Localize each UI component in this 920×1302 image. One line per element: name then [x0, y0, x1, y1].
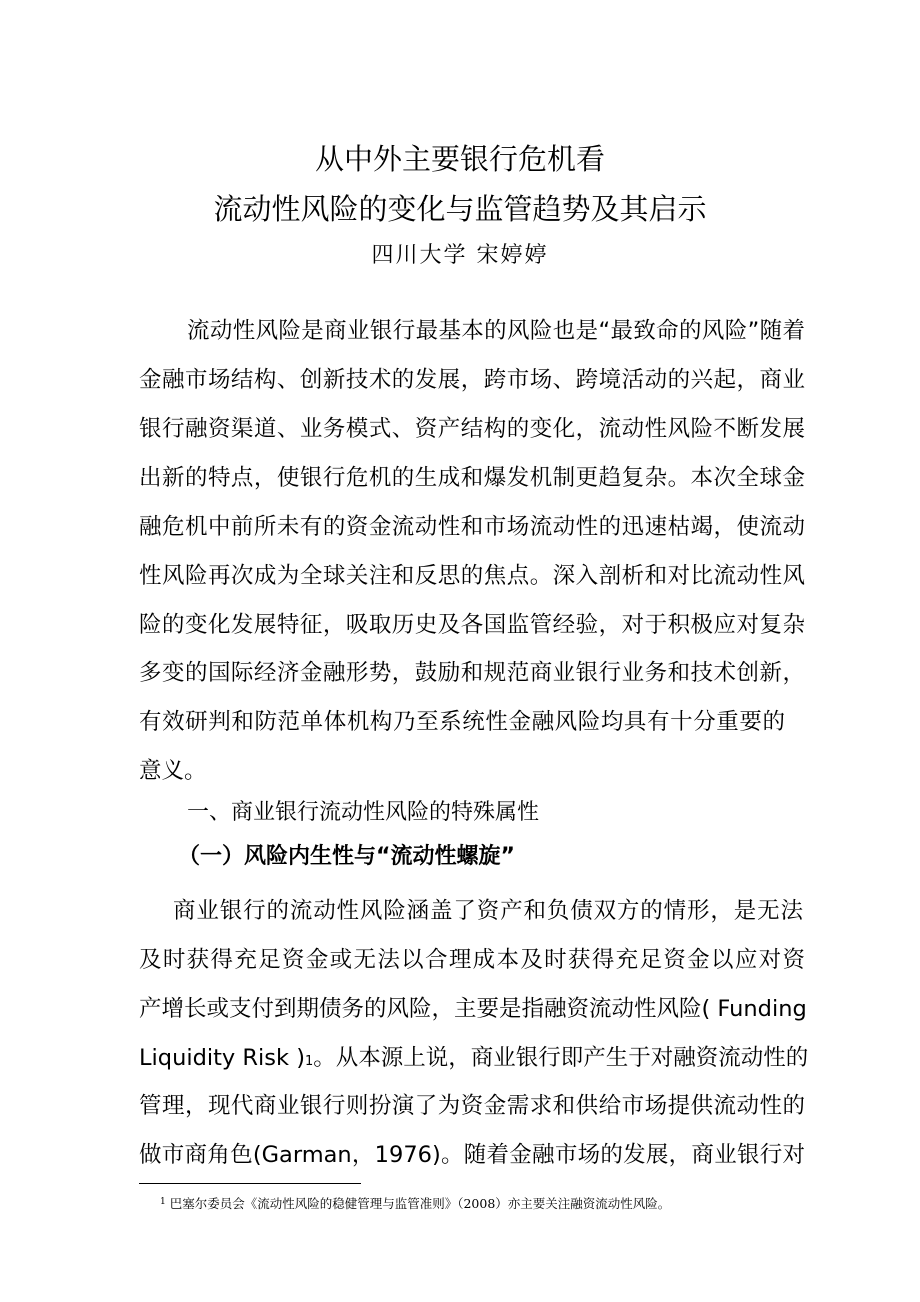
footnote-number: 1 — [160, 1197, 166, 1207]
para2-line-1: 商业银行的流动性风险涵盖了资产和负债双方的情形，是无法 — [173, 898, 803, 924]
subsection-heading-1: （一）风险内生性与“流动性螺旋” — [178, 844, 515, 869]
footnote-separator — [139, 1183, 361, 1184]
para2-line-5: 管理，现代商业银行则扮演了为资金需求和供给市场提供流动性的 — [139, 1093, 805, 1119]
footnote-text: 巴塞尔委员会《流动性风险的稳健管理与监管准则》（2008）亦主要关注融资流动性风险。 — [169, 1196, 671, 1211]
title-line-2: 流动性风险的变化与监管趋势及其启示 — [213, 192, 707, 226]
section-heading-1: 一、商业银行流动性风险的特殊属性 — [187, 800, 540, 825]
para1-line-5: 融危机中前所未有的资金流动性和市场流动性的迅速枯竭，使流动 — [139, 514, 805, 540]
para2-line-6: 做市商角色(Garman，1976)。随着金融市场的发展，商业银行对 — [139, 1142, 805, 1168]
author-line: 四川大学 宋婷婷 — [371, 243, 549, 268]
footnote — [160, 1195, 670, 1213]
para1-line-9: 有效研判和防范单体机构乃至系统性金融风险均具有十分重要的 — [139, 709, 785, 735]
para1-line-8: 多变的国际经济金融形势，鼓励和规范商业银行业务和技术创新， — [139, 660, 805, 686]
para1-line-1: 流动性风险是商业银行最基本的风险也是“最致命的风险”随着 — [187, 318, 805, 344]
title-line-1: 从中外主要银行危机看 — [314, 142, 605, 176]
para2-line-2: 及时获得充足资金或无法以合理成本及时获得充足资金以应对资 — [139, 947, 805, 973]
para1-line-4: 出新的特点，使银行危机的生成和爆发机制更趋复杂。本次全球金 — [139, 465, 805, 491]
para2-line-4-end: 。从本源上说，商业银行即产生于对融资流动性的 — [313, 1045, 809, 1071]
para2-line-3: 产增长或支付到期债务的风险，主要是指融资流动性风险( Funding — [139, 996, 807, 1022]
para2-line-4-start: Liquidity Risk ) — [139, 1045, 305, 1071]
para1-line-3: 银行融资渠道、业务模式、资产结构的变化，流动性风险不断发展 — [139, 416, 805, 442]
para1-line-6: 性风险再次成为全球关注和反思的焦点。深入剖析和对比流动性风 — [139, 563, 805, 589]
para1-line-10: 意义。 — [139, 758, 207, 784]
para2-line-4: Liquidity Risk ) 1 。从本源上说，商业银行即产生于对融资流动性的 — [139, 1041, 805, 1075]
para1-line-2: 金融市场结构、创新技术的发展，跨市场、跨境活动的兴起，商业 — [139, 367, 805, 393]
para1-line-7: 险的变化发展特征，吸取历史及各国监管经验，对于积极应对复杂 — [139, 612, 805, 638]
